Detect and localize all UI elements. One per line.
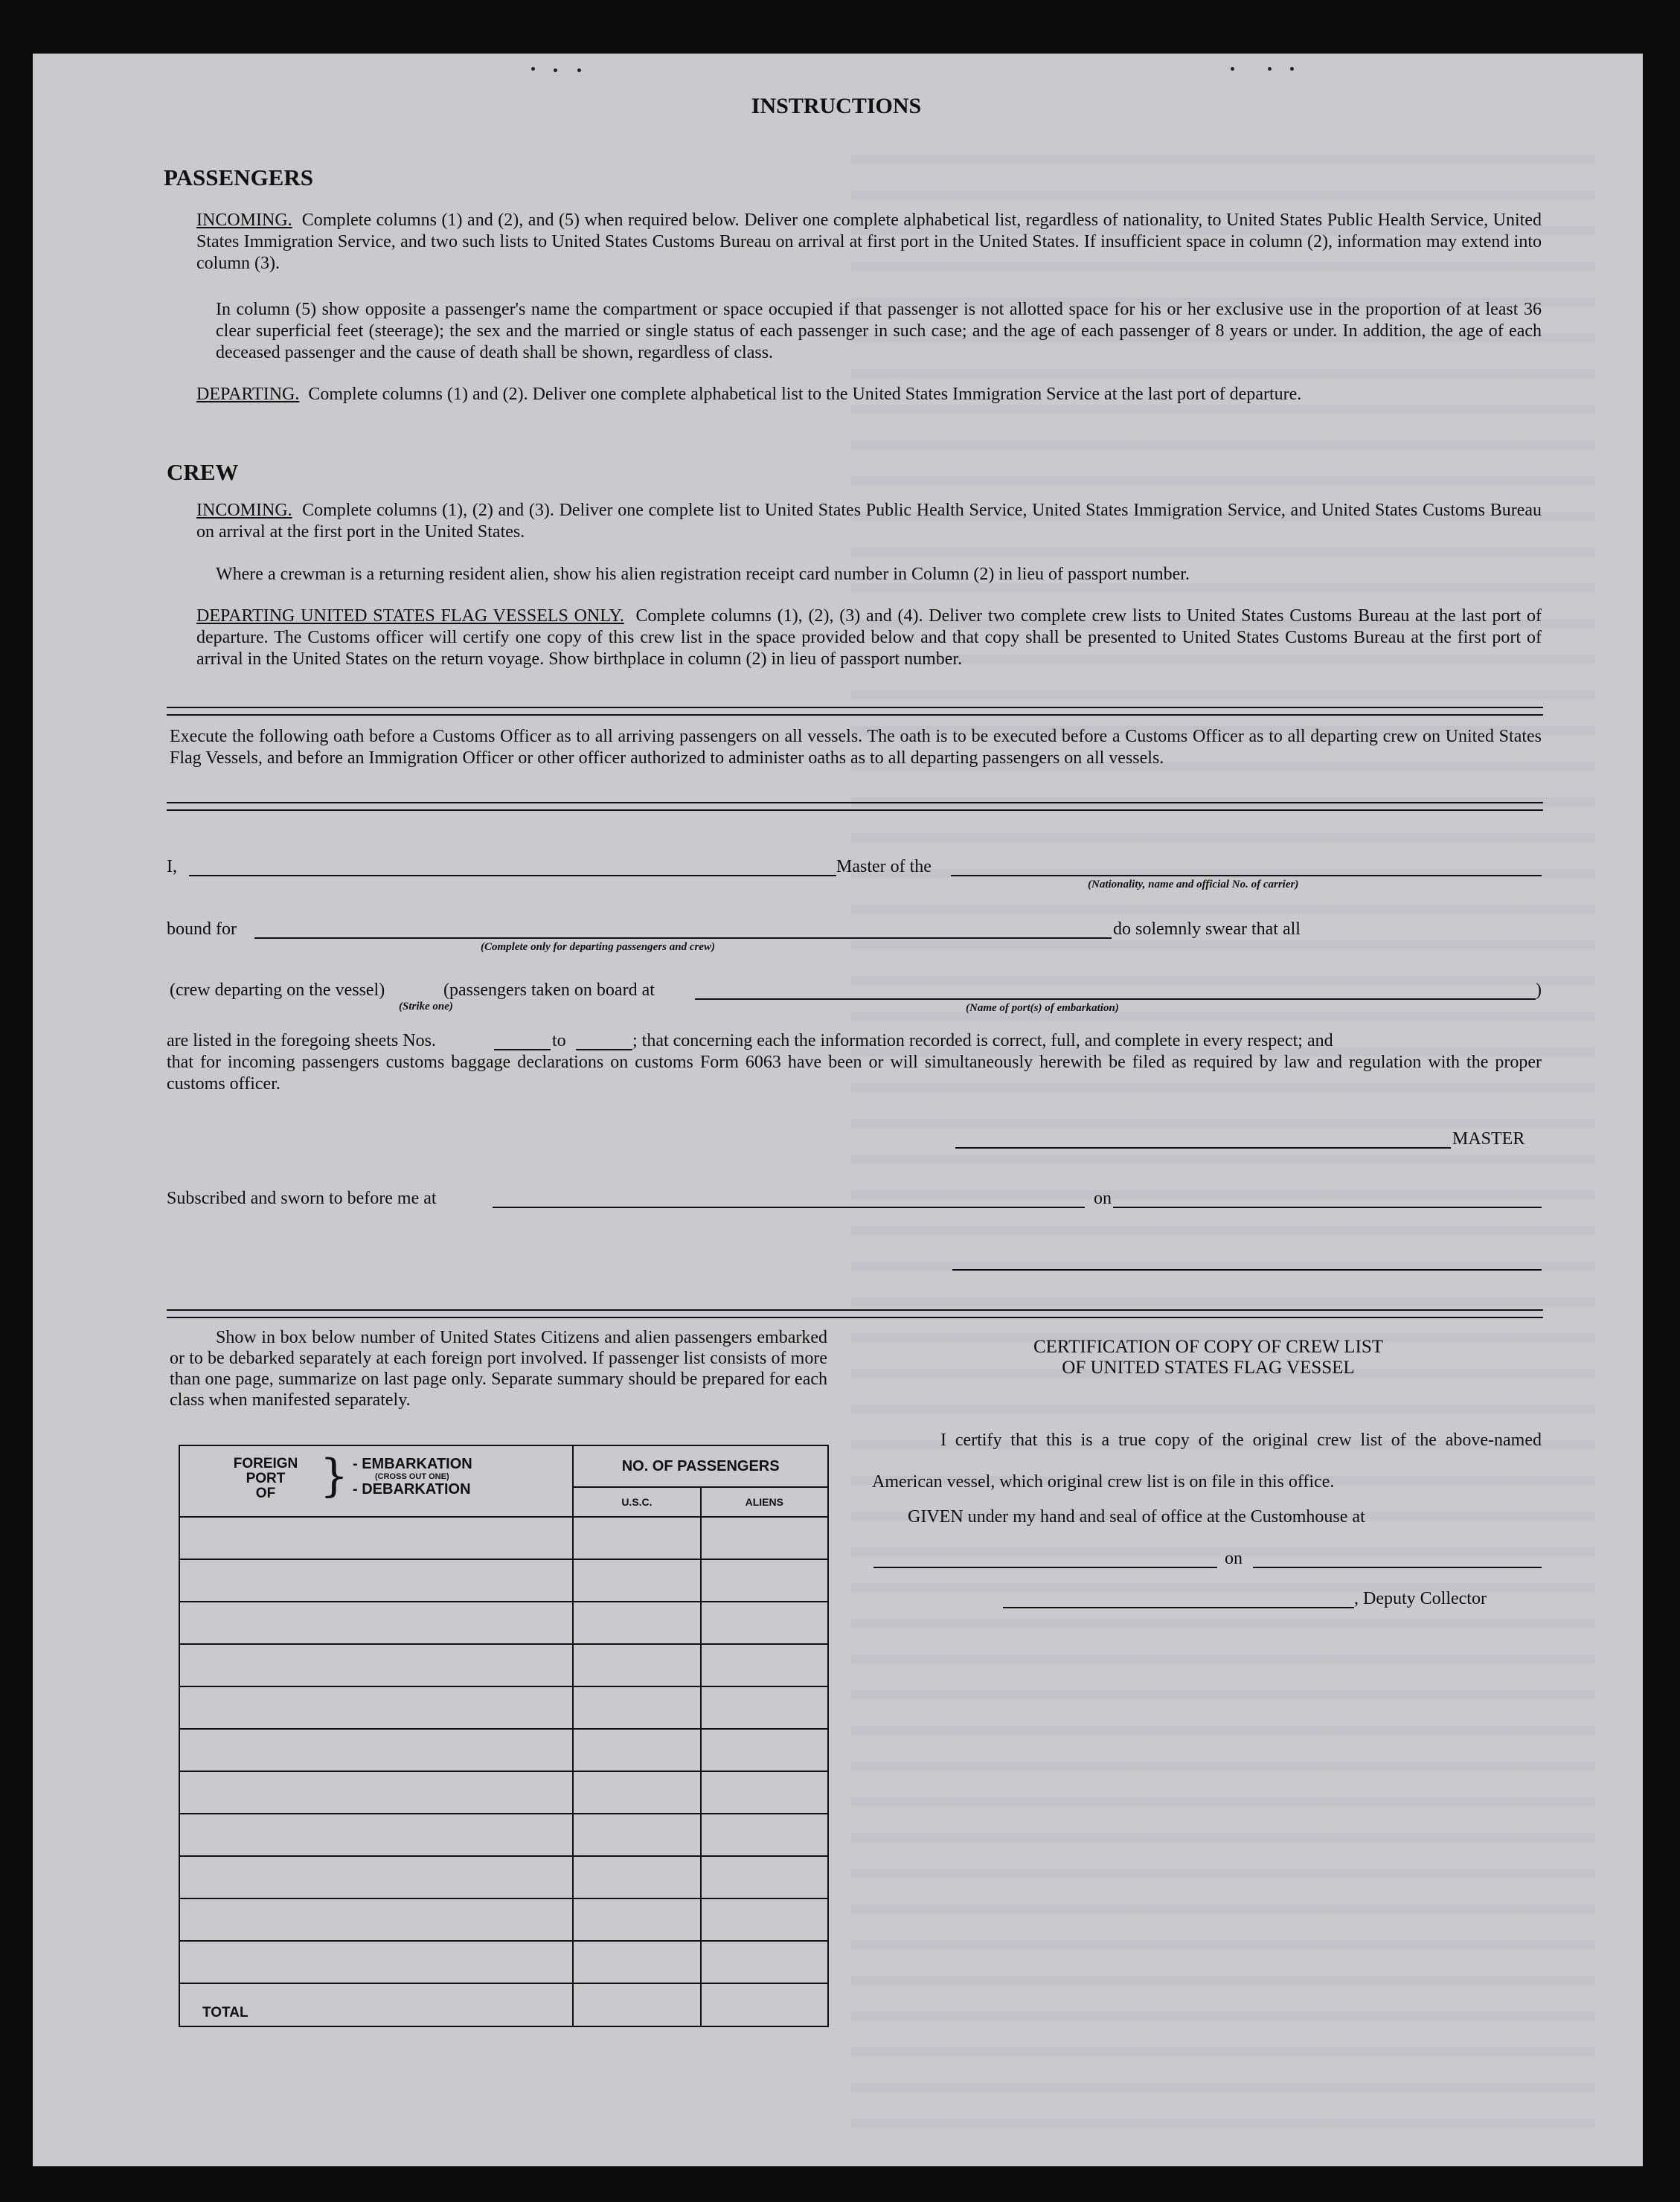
- scan-speck: [554, 68, 557, 72]
- passengers-heading: PASSENGERS: [164, 164, 313, 190]
- scan-speck: [1231, 67, 1234, 71]
- sheet-from-blank[interactable]: [494, 1049, 551, 1050]
- crew-departing-option: (crew departing on the vessel): [170, 980, 385, 1000]
- table-row: [179, 1941, 828, 1983]
- aliens-cell[interactable]: [701, 1644, 828, 1686]
- ports-note: (Name of port(s) of embarkation): [966, 1002, 1119, 1014]
- total-row: [179, 1983, 828, 2026]
- subscribed-label: Subscribed and sworn to before me at: [167, 1189, 437, 1208]
- table-row: [179, 1602, 828, 1644]
- table-row: [179, 1559, 828, 1602]
- listed-rest: that for incoming passengers customs baggage declarations on customs Form 6063 have been or will simultaneously herewith be filed as required by law and regulation with the proper customs officer.: [167, 1053, 1542, 1094]
- usc-cell[interactable]: [573, 1602, 700, 1644]
- crew-alien-paragraph: Where a crewman is a returning resident alien, show his alien registration receipt card number in Column (2) in lieu of passport number.: [216, 565, 1190, 584]
- passengers-taken-option: (passengers taken on board at: [443, 980, 655, 1000]
- usc-cell[interactable]: [573, 1517, 700, 1559]
- master-of-the-label: Master of the: [836, 857, 932, 876]
- ports-blank[interactable]: [695, 998, 1536, 1000]
- table-row: [179, 1644, 828, 1686]
- scan-speck: [577, 68, 581, 72]
- bound-for-label: bound for: [167, 919, 237, 939]
- departing-note: (Complete only for departing passengers and crew): [481, 941, 715, 953]
- subscribed-place-blank[interactable]: [493, 1207, 1085, 1208]
- deputy-signature-blank[interactable]: [1003, 1607, 1354, 1608]
- certify-text: I certify that this is a true copy of the original crew list of the above-named American vessel, which original crew list is on file in this office.: [872, 1431, 1542, 1492]
- aliens-cell[interactable]: [701, 1771, 828, 1814]
- document-page: [33, 54, 1643, 2166]
- double-rule: [167, 707, 1543, 716]
- close-paren: ): [1536, 980, 1542, 1000]
- port-cell[interactable]: [179, 1856, 573, 1898]
- summary-instructions: Show in box below number of United States Citizens and alien passengers embarked or to be debarked separately at each foreign port involved. If passenger list consists of more than one page, summarize on last page only. Separate summary should be prepared for each class when manifested separately.: [170, 1328, 827, 1410]
- usc-total-cell[interactable]: [573, 1983, 700, 2026]
- table-row: [179, 1686, 828, 1729]
- scan-speck: [1268, 67, 1272, 71]
- certification-date-blank[interactable]: [1253, 1567, 1542, 1568]
- oath-i: I,: [167, 857, 177, 876]
- passengers-departing-label: DEPARTING.: [196, 385, 300, 404]
- customhouse-blank[interactable]: [873, 1567, 1217, 1568]
- passengers-departing-text: Complete columns (1) and (2). Deliver one complete alphabetical list to the United States Immigration Service at the last port of departure.: [308, 385, 1302, 404]
- given-text: GIVEN under my hand and seal of office at the Customhouse at: [908, 1507, 1365, 1527]
- usc-cell[interactable]: [573, 1814, 700, 1856]
- no-of-passengers-header: NO. OF PASSENGERS: [573, 1445, 828, 1487]
- passengers-incoming-paragraph: [196, 210, 1542, 275]
- aliens-total-cell[interactable]: [701, 1983, 828, 2026]
- port-cell[interactable]: [179, 1814, 573, 1856]
- foreign-port-of-label: [225, 1457, 307, 1501]
- passengers-column5-paragraph: In column (5) show opposite a passenger's name the compartment or space occupied if that passenger is not allotted space for his or her exclusive use in the proportion of at least 36 clear superficial feet (steerage); the sex and the married or single status of each passenger in such case; and the age of each passenger of 8 years or under. In addition, the age of each deceased passenger and the cause of death shall be shown, regardless of class.: [216, 300, 1542, 362]
- port-cell[interactable]: [179, 1602, 573, 1644]
- usc-cell[interactable]: [573, 1686, 700, 1729]
- scan-speck: [531, 67, 535, 71]
- usc-cell[interactable]: [573, 1559, 700, 1602]
- total-label: TOTAL: [179, 1983, 573, 2026]
- port-cell[interactable]: [179, 1686, 573, 1729]
- crew-departing-text: Complete columns (1), (2), (3) and (4). Deliver two complete crew lists to United States Customs Bureau at the last port of departure. The Customs officer will certify one copy of this crew list in the space provided below and that copy shall be presented to United States Customs Bureau at the first port of arrival in the United States on the return voyage. Show birthplace in column (2) in lieu of passport number.: [196, 606, 1542, 669]
- debarkation-option[interactable]: - DEBARKATION: [353, 1481, 471, 1498]
- double-rule: [167, 1309, 1543, 1318]
- listed-prefix: are listed in the foregoing sheets Nos.: [167, 1031, 436, 1050]
- usc-cell[interactable]: [573, 1898, 700, 1941]
- crew-incoming-paragraph: [196, 500, 1542, 543]
- foreign-word: FOREIGN: [233, 1456, 298, 1471]
- of-word: OF: [255, 1486, 276, 1501]
- aliens-header: ALIENS: [701, 1487, 828, 1517]
- aliens-cell[interactable]: [701, 1517, 828, 1559]
- to-label: to: [552, 1031, 566, 1050]
- port-cell[interactable]: [179, 1644, 573, 1686]
- port-cell[interactable]: [179, 1771, 573, 1814]
- subscribed-on-label: on: [1094, 1189, 1112, 1208]
- certification-title-line2: OF UNITED STATES FLAG VESSEL: [1062, 1358, 1355, 1378]
- port-cell[interactable]: [179, 1898, 573, 1941]
- table-row: [179, 1898, 828, 1941]
- passengers-incoming-label: INCOMING.: [196, 211, 292, 230]
- deputy-collector-label: , Deputy Collector: [1354, 1589, 1487, 1608]
- oath-intro: Execute the following oath before a Customs Officer as to all arriving passengers on all vessels. The oath is to be executed before a Customs Officer as to all departing crew on United States Flag Vessels, and before an Immigration Officer or other officer authorized to administer oaths as to all departing passengers on all vessels.: [170, 727, 1542, 768]
- port-cell[interactable]: [179, 1517, 573, 1559]
- aliens-cell[interactable]: [701, 1898, 828, 1941]
- usc-cell[interactable]: [573, 1644, 700, 1686]
- usc-cell[interactable]: [573, 1771, 700, 1814]
- embarkation-option[interactable]: - EMBARKATION: [353, 1456, 472, 1472]
- brace-glyph: }: [320, 1450, 349, 1502]
- port-header-cell: [179, 1445, 573, 1517]
- carrier-blank[interactable]: [951, 875, 1542, 876]
- strike-one-note: (Strike one): [399, 1001, 453, 1012]
- crew-departing-label: DEPARTING UNITED STATES FLAG VESSELS ONLY.: [196, 606, 624, 626]
- aliens-cell[interactable]: [701, 1686, 828, 1729]
- table-row: [179, 1856, 828, 1898]
- subscribed-date-blank[interactable]: [1113, 1207, 1542, 1208]
- aliens-cell[interactable]: [701, 1941, 828, 1983]
- port-cell[interactable]: [179, 1559, 573, 1602]
- port-cell[interactable]: [179, 1941, 573, 1983]
- crew-departing-paragraph: [196, 606, 1542, 670]
- carrier-note: (Nationality, name and official No. of carrier): [1088, 879, 1299, 890]
- passengers-incoming-text: Complete columns (1) and (2), and (5) when required below. Deliver one complete alphabetical list, regardless of nationality, to United States Public Health Service, United States Immigration Service, and two such lists to United States Customs Bureau on arrival at first port in the United States. If insufficient space in column (2), information may extend into column (3).: [196, 211, 1542, 273]
- usc-header: U.S.C.: [573, 1487, 700, 1517]
- table-row: [179, 1729, 828, 1771]
- passengers-departing-paragraph: [196, 384, 1542, 405]
- usc-cell[interactable]: [573, 1856, 700, 1898]
- double-rule: [167, 802, 1543, 811]
- master-signature-blank[interactable]: [955, 1147, 1451, 1149]
- aliens-cell[interactable]: [701, 1559, 828, 1602]
- aliens-cell[interactable]: [701, 1814, 828, 1856]
- aliens-cell[interactable]: [701, 1602, 828, 1644]
- table-row: [179, 1517, 828, 1559]
- officer-signature-blank[interactable]: [952, 1269, 1542, 1271]
- aliens-cell[interactable]: [701, 1856, 828, 1898]
- crew-incoming-label: INCOMING.: [196, 501, 292, 520]
- cross-out-note: (CROSS OUT ONE): [375, 1472, 449, 1481]
- table-row: [179, 1814, 828, 1856]
- scan-speck: [1290, 67, 1294, 71]
- solemnly-swear-text: do solemnly swear that all: [1113, 919, 1301, 939]
- sheet-to-blank[interactable]: [576, 1049, 632, 1050]
- crew-heading: CREW: [167, 459, 239, 485]
- certification-title-line1: CERTIFICATION OF COPY OF CREW LIST: [1033, 1337, 1384, 1357]
- crew-incoming-text: Complete columns (1), (2) and (3). Deliver one complete list to United States Public Health Service, United States Immigration Service, and United States Customs Bureau on arrival at the first port in the United States.: [196, 501, 1542, 542]
- port-cell[interactable]: [179, 1729, 573, 1771]
- master-name-blank[interactable]: [189, 875, 836, 876]
- bound-for-blank[interactable]: [254, 937, 1112, 939]
- port-word: PORT: [246, 1471, 286, 1486]
- usc-cell[interactable]: [573, 1729, 700, 1771]
- aliens-cell[interactable]: [701, 1729, 828, 1771]
- usc-cell[interactable]: [573, 1941, 700, 1983]
- page-title: INSTRUCTIONS: [751, 94, 922, 118]
- table-row: [179, 1771, 828, 1814]
- passenger-summary-table: [179, 1445, 829, 2027]
- listed-suffix: ; that concerning each the information recorded is correct, full, and complete in every respect; and: [632, 1031, 1333, 1050]
- certification-on-label: on: [1225, 1549, 1243, 1568]
- master-label: MASTER: [1452, 1129, 1525, 1149]
